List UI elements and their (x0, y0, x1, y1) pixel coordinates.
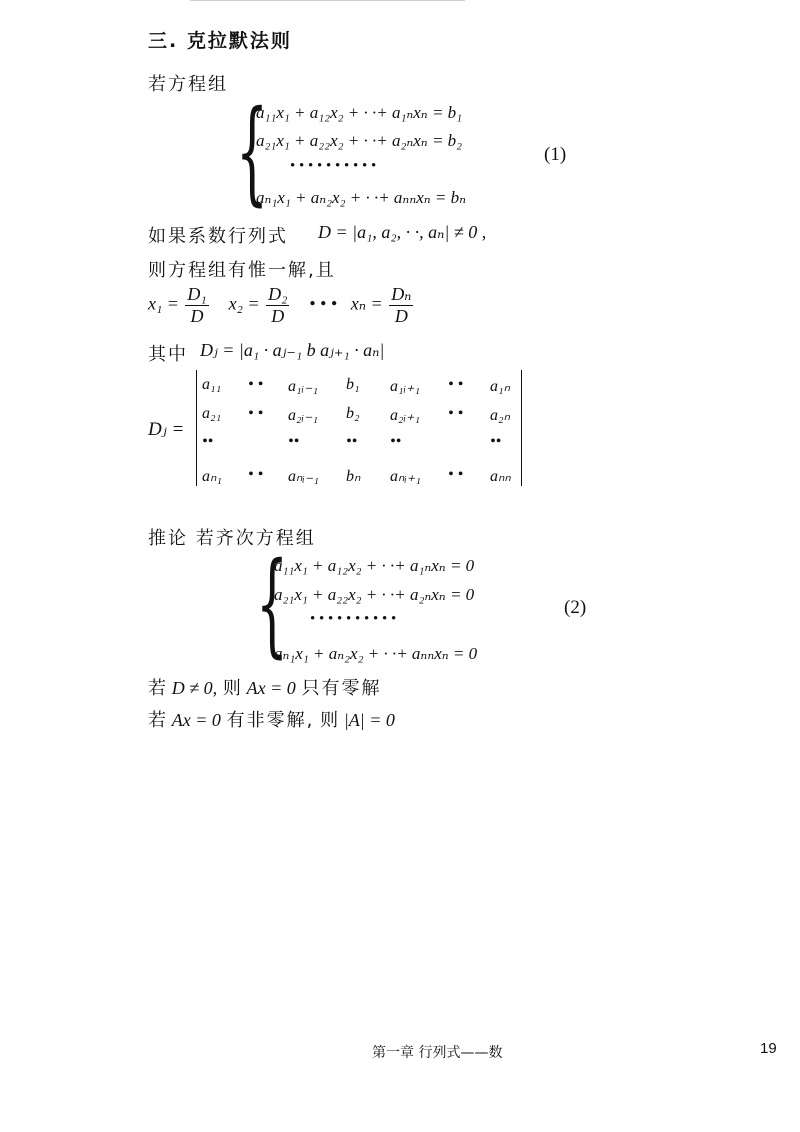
solution-formula (148, 284, 415, 327)
section-heading: 三. 克拉默法则 (148, 30, 292, 52)
det-cell-r3-c3: •• (288, 433, 300, 450)
det-cell-r1-c1: a₁₁ (202, 376, 222, 393)
system2-row-n: aₙ₁x₁ + aₙ₂x₂ + · ·+ aₙₙxₙ = 0 (274, 644, 478, 663)
det-right-bar (521, 370, 522, 486)
system2-row-dots: • • • • • • • • • • (310, 611, 397, 627)
det-cell-r3-c7: •• (490, 433, 502, 450)
det-cell-r3-c4: •• (346, 433, 358, 450)
xn-lhs: xₙ = (350, 293, 383, 314)
solution-dots: • • • (309, 293, 338, 314)
det-cell-r1-c3: a₁ᵢ₋₁ (288, 378, 319, 395)
statement1-if: 若 (148, 678, 166, 699)
left-brace-system2: { (256, 539, 289, 669)
statement1-cond: D ≠ 0, (171, 678, 218, 698)
system2-row-2: a₂₁x₁ + a₂₂x₂ + · ·+ a₂ₙxₙ = 0 (274, 585, 475, 604)
det-cell-r3-c1: •• (202, 433, 214, 450)
xn-fraction (389, 284, 413, 327)
det-cell-r1-c5: a₁ᵢ₊₁ (390, 378, 421, 395)
x1-fraction (185, 284, 208, 327)
det-cell-r4-c5: aₙᵢ₊₁ (390, 468, 421, 485)
det-cell-r2-c5: a₂ᵢ₊₁ (390, 407, 421, 424)
xn-denominator: D (389, 305, 413, 327)
det-cell-r2-c6: • • (448, 405, 464, 422)
det-cell-r4-c3: aₙᵢ₋₁ (288, 468, 319, 485)
x1-denominator: D (185, 305, 208, 327)
det-cell-r2-c7: a₂ₙ (490, 407, 510, 424)
det-cell-r4-c1: aₙ₁ (202, 468, 222, 485)
unique-solution-text: 则方程组有惟一解,且 (148, 260, 336, 281)
statement-2 (148, 706, 395, 732)
statement2-result: |A| = 0 (343, 710, 395, 730)
x2-lhs: x₂ = (228, 293, 260, 314)
left-brace-system1: { (236, 87, 269, 217)
statement2-if: 若 (148, 710, 166, 731)
dj-lhs: Dⱼ = (148, 419, 185, 440)
page-number: 19 (760, 1040, 777, 1057)
where-label: 其中 (148, 344, 188, 365)
x1-numerator: D₁ (187, 284, 207, 304)
det-cell-r1-c2: • • (248, 376, 264, 393)
chapter-footer: 第一章 行列式——数 (372, 1045, 503, 1061)
det-cell-r1-c7: a₁ₙ (490, 378, 510, 395)
det-left-bar (196, 370, 197, 486)
statement1-then: 则 (222, 678, 241, 699)
where-formula: Dⱼ = |a₁ · aⱼ₋₁ b aⱼ₊₁ · aₙ| (200, 340, 385, 360)
det-cell-r2-c4: b₂ (346, 405, 360, 422)
statement1-result: 只有零解 (301, 678, 382, 699)
det-cell-r4-c7: aₙₙ (490, 468, 511, 485)
x2-denominator: D (266, 305, 289, 327)
statement-1 (148, 674, 381, 700)
statement2-eq: Ax = 0 (171, 710, 221, 730)
corollary-text: 推论 若齐次方程组 (148, 528, 316, 549)
xn-numerator: Dₙ (391, 284, 412, 304)
condition-formula: D = |a₁, a₂, · ·, aₙ| ≠ 0 , (318, 222, 487, 242)
system1-row-dots: • • • • • • • • • • (290, 158, 377, 174)
condition-text: 如果系数行列式 (148, 226, 288, 247)
det-cell-r4-c6: • • (448, 466, 464, 483)
equation-label-2: (2) (564, 597, 587, 618)
x1-lhs: x₁ = (148, 293, 179, 314)
x2-numerator: D₂ (268, 284, 288, 304)
det-cell-r4-c2: • • (248, 466, 264, 483)
det-cell-r2-c2: • • (248, 405, 264, 422)
det-cell-r2-c3: a₂ᵢ₋₁ (288, 407, 319, 424)
statement2-then: 则 (320, 710, 339, 731)
det-cell-r2-c1: a₂₁ (202, 405, 222, 422)
system1-row-n: aₙ₁x₁ + aₙ₂x₂ + · ·+ aₙₙxₙ = bₙ (256, 188, 467, 207)
det-cell-r1-c4: b₁ (346, 376, 360, 393)
page-top-rule (190, 0, 465, 1)
det-cell-r3-c5: •• (390, 433, 402, 450)
equation-label-1: (1) (544, 144, 567, 165)
system1-row-1: a₁₁x₁ + a₁₂x₂ + · ·+ a₁ₙxₙ = b₁ (256, 103, 463, 122)
x2-fraction (266, 284, 289, 327)
system2-row-1: a₁₁x₁ + a₁₂x₂ + · ·+ a₁ₙxₙ = 0 (274, 556, 475, 575)
statement1-eq: Ax = 0 (246, 678, 296, 698)
det-cell-r4-c4: bₙ (346, 468, 361, 485)
system1-row-2: a₂₁x₁ + a₂₂x₂ + · ·+ a₂ₙxₙ = b₂ (256, 131, 463, 150)
det-cell-r1-c6: • • (448, 376, 464, 393)
intro-text: 若方程组 (148, 74, 228, 95)
statement2-cond: 有非零解, (226, 710, 315, 731)
